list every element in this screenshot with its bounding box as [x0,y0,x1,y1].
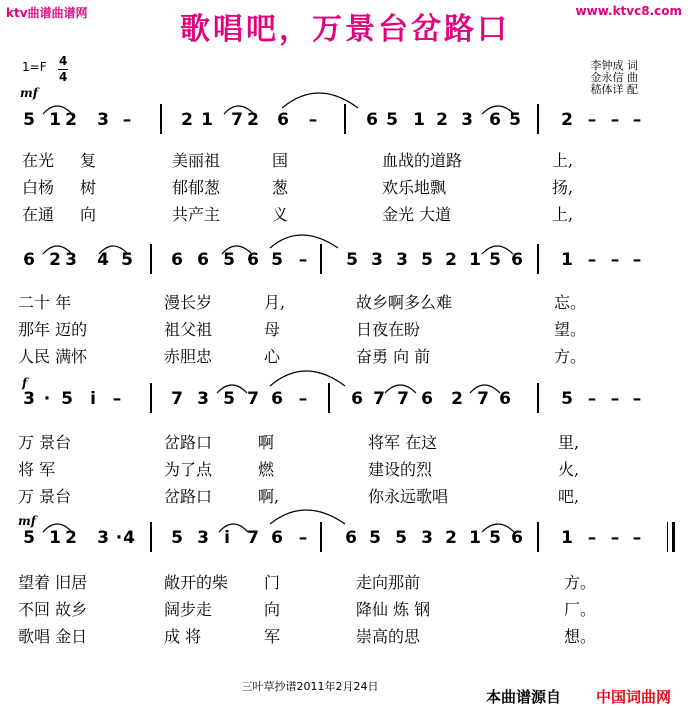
slur [43,524,72,532]
note: 5 [271,250,283,270]
note: 2 [65,110,77,130]
note: · [43,389,51,409]
slur [99,246,128,254]
note: – [610,389,620,409]
source-prefix: 本曲谱源自 [486,688,562,706]
note: 3 [461,110,473,130]
dynamic-mf-1: mf [20,86,38,100]
note: – [298,528,308,548]
note: 6 [277,110,289,130]
note: 4 [123,528,135,548]
note: – [122,110,132,130]
slur [385,385,416,393]
note: 7 [247,528,259,548]
note: 1 [561,528,573,548]
note: – [632,389,642,409]
composer-credit: 金永信 曲 [590,71,638,84]
note: 1 [413,110,425,130]
site-logo-left: ktv曲谱曲谱网 [6,6,88,20]
note: 2 [49,250,61,270]
note: 2 [561,110,573,130]
note: – [298,250,308,270]
note: i [224,528,230,548]
time-sig-top: 4 [59,54,68,68]
slur [270,371,345,386]
note: 7 [477,389,489,409]
note: – [610,110,620,130]
note: 6 [499,389,511,409]
note: – [610,250,620,270]
note: 6 [351,389,363,409]
note: 7 [231,110,243,130]
note: 2 [247,110,259,130]
note: 6 [366,110,378,130]
note: 6 [247,250,259,270]
slur [219,524,248,532]
slur [217,385,247,393]
slur [224,106,254,114]
note: – [632,110,642,130]
note: 5 [509,110,521,130]
note: 2 [65,528,77,548]
note: – [632,528,642,548]
note: 6 [271,528,283,548]
note: – [298,389,308,409]
note: 1 [469,528,481,548]
note: 6 [511,250,523,270]
transcriber-note: 三叶草抄谱2011年2月24日 [241,680,379,693]
note: 3 [421,528,433,548]
note: 6 [421,389,433,409]
note: 4 [97,250,109,270]
site-url: www.ktvc8.com [575,4,682,18]
slur [222,246,252,254]
note: – [610,528,620,548]
note: – [632,250,642,270]
slur [482,524,514,532]
note: 6 [345,528,357,548]
key-signature: 1=F [22,60,47,74]
song-title: 歌唱吧，万景台岔路口 [180,12,510,47]
arranger-credit: 嵇体详 配 [590,83,638,96]
note: 5 [346,250,358,270]
note: 2 [445,528,457,548]
note: 6 [171,250,183,270]
note: 3 [197,528,209,548]
note: – [587,389,597,409]
note: 5 [223,250,235,270]
note: – [587,528,597,548]
note: 2 [436,110,448,130]
slur [270,235,338,248]
slur [43,246,72,254]
note: 1 [561,250,573,270]
note: 7 [247,389,259,409]
note: 6 [197,250,209,270]
note: 5 [223,389,235,409]
note: 3 [371,250,383,270]
note: 6 [489,110,501,130]
note: 1 [49,110,61,130]
slur [43,106,72,114]
note: 5 [421,250,433,270]
note: 3 [97,110,109,130]
note: 5 [61,389,73,409]
slur [482,106,514,114]
note: 2 [451,389,463,409]
note: 7 [397,389,409,409]
dynamic-mf-2: mf [18,514,36,528]
time-sig-bottom: 4 [59,70,68,84]
note: 6 [23,250,35,270]
note: 5 [489,528,501,548]
note: 5 [171,528,183,548]
note: 3 [65,250,77,270]
slur [470,385,500,393]
note: · [115,528,123,548]
note: i [90,389,96,409]
note: 5 [386,110,398,130]
note: 1 [49,528,61,548]
note: – [587,110,597,130]
note: 5 [121,250,133,270]
note: 5 [23,110,35,130]
note: 7 [373,389,385,409]
slur [270,510,345,524]
note: 5 [369,528,381,548]
dynamic-f: f [22,376,28,390]
note: 5 [395,528,407,548]
note: 6 [271,389,283,409]
note: – [112,389,122,409]
note: – [308,110,318,130]
note: 5 [561,389,573,409]
note: 5 [489,250,501,270]
slur [482,246,513,254]
note: 3 [23,389,35,409]
lyricist-credit: 李钟成 词 [590,59,638,72]
note: – [587,250,597,270]
note: 3 [396,250,408,270]
note: 1 [201,110,213,130]
note: 2 [181,110,193,130]
slur [282,93,358,108]
note: 7 [171,389,183,409]
note: 1 [469,250,481,270]
note: 2 [445,250,457,270]
note: 6 [511,528,523,548]
note: 3 [97,528,109,548]
source-site-name: 中国词曲网 [596,688,672,706]
note: 3 [197,389,209,409]
note: 5 [23,528,35,548]
